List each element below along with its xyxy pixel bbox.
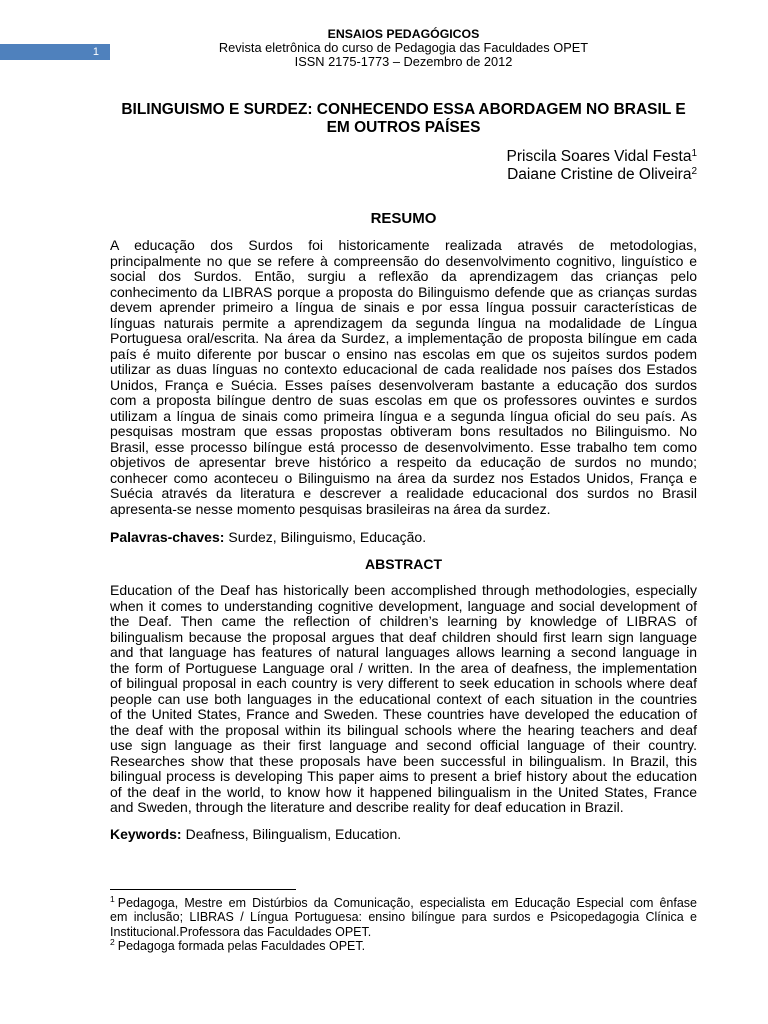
abstract-line: and Sweden, through the literature and describe reality for deaf education in Brazil. xyxy=(110,799,624,816)
resumo-line: A educação dos Surdos foi historicamente realizada através de metodologias, xyxy=(110,237,697,254)
footnote-separator xyxy=(110,889,296,890)
palavras-chave-label: Palavras-chaves: xyxy=(110,529,225,545)
title-line: BILINGUISMO E SURDEZ: CONHECENDO ESSA ABORDAGEM NO BRASIL E xyxy=(121,101,686,118)
footnote-mark: 1 xyxy=(110,893,115,904)
page-number-tab xyxy=(0,44,110,60)
keywords-label: Keywords: xyxy=(110,826,182,842)
resumo-line: utilizam a língua de sinais como primeira língua e a segunda língua oficial do seu país. As xyxy=(110,407,697,424)
abstract-line: the deaf with the proposal within its bilingual schools where the hearing teachers and deaf xyxy=(110,721,697,738)
article-title xyxy=(110,101,697,137)
title-line: EM OUTROS PAÍSES xyxy=(326,119,481,136)
abstract-line: and that language has features of natural languages allows learning a second language in xyxy=(110,644,697,661)
resumo-line: país é muito diferente por buscar o ensino nas escolas em que os sujeitos surdos podem xyxy=(110,345,697,362)
abstract-line: of the deaf in the world, to know how it happened bilingualism in the United States, France xyxy=(110,783,697,800)
footnote-line: Institucional.Professora das Faculdades OPET. xyxy=(110,924,372,939)
keywords xyxy=(110,826,697,842)
footnotes xyxy=(110,893,697,954)
resumo-line: devem aprender primeiro a língua de sinais e por essa língua possuir características de xyxy=(110,299,697,316)
resumo-line: Suécia através da literatura e descrever a realidade educacional dos surdos no Brasil xyxy=(110,485,697,502)
keywords-value: Deafness, Bilingualism, Education. xyxy=(185,826,402,842)
author-name: Priscila Soares Vidal Festa xyxy=(506,148,692,165)
abstract-line: bilingualism because the proposal argues that deaf children should first learn sign language xyxy=(110,628,697,645)
author-footnote-mark: 1 xyxy=(691,147,697,159)
abstract-line: of the United States, France and Sweden. These countries have developed the education of xyxy=(110,706,697,723)
resumo-line: apresenta-se nesse momento pesquisas brasileiras na área da surdez. xyxy=(110,500,551,517)
author-footnote-mark: 2 xyxy=(691,165,697,177)
author xyxy=(110,166,697,184)
resumo-line: utilizar as duas línguas no contexto educacional de cada realidade nos países dos Estados xyxy=(110,361,697,378)
resumo-line: línguas naturais permite a aprendizagem da segunda língua na modalidade de Língua xyxy=(110,314,697,331)
resumo-line: com a proposta bilíngue dentro de suas escolas em que os professores ouvintes e surdos xyxy=(110,392,697,409)
resumo-line: conhecimento da LIBRAS porque a proposta do Bilinguismo defende que as crianças surdas xyxy=(110,283,697,300)
footnote-line xyxy=(110,893,697,911)
resumo-paragraph xyxy=(110,238,697,517)
resumo-line: conhecer como aconteceu o Bilinguismo na área da surdez nos Estados Unidos, França e xyxy=(110,469,697,486)
page-number: 1 xyxy=(92,46,99,58)
resumo-heading: RESUMO xyxy=(370,210,437,227)
palavras-chave xyxy=(110,529,697,545)
footnote xyxy=(110,939,697,954)
abstract-line: use sign language as their first language and second official language of their country. xyxy=(110,737,697,754)
footnote-line: em inclusão; LIBRAS / Língua Portuguesa: ensino bilíngue para surdos e Psicopedagogia Clínica e xyxy=(110,910,697,925)
resumo-line: Portuguesa oral/escrita. Na área da Surdez, a implementação de proposta bilíngue em cada xyxy=(110,330,697,347)
abstract-line: of bilingual proposal in each country is very different to seek education in schools where deaf xyxy=(110,675,697,692)
journal-subtitle: Revista eletrônica do curso de Pedagogia das Faculdades OPET xyxy=(218,40,589,55)
abstract-line: Researches show that these proposals have been successful in bilingualism. In Brazil, this xyxy=(110,752,697,769)
journal-name: ENSAIOS PEDAGÓGICOS xyxy=(327,27,480,41)
author xyxy=(110,148,697,166)
palavras-chave-value: Surdez, Bilinguismo, Educação. xyxy=(228,529,427,545)
abstract-heading: ABSTRACT xyxy=(365,556,442,572)
abstract-line: the Deaf. Then came the reflection of children’s learning by knowledge of LIBRAS of xyxy=(110,613,697,630)
author-list xyxy=(110,148,697,184)
abstract-line: when it comes to understanding cognitive development, language and social development of xyxy=(110,597,697,614)
author-name: Daiane Cristine de Oliveira xyxy=(507,166,692,183)
abstract-line: the form of Portuguese Language oral / written. In the area of deafness, the implementation xyxy=(110,659,697,676)
footnote xyxy=(110,893,697,940)
footnote-text: Pedagoga, Mestre em Distúrbios da Comunicação, especialista em Educação Especial com ênfase xyxy=(117,895,697,910)
journal-issn: ISSN 2175-1773 – Dezembro de 2012 xyxy=(294,54,513,69)
resumo-line: pesquisas mostram que essas propostas obtiveram bons resultados no Bilinguismo. No xyxy=(110,423,697,440)
abstract-line: bilingual process is developing This paper aims to present a brief history about the education xyxy=(110,768,697,785)
resumo-line: social dos Surdos. Então, surgiu a reflexão da aprendizagem das crianças pelo xyxy=(110,268,697,285)
footnote-line xyxy=(110,939,697,954)
journal-header xyxy=(110,27,697,69)
abstract-line: Education of the Deaf has historically been accomplished through methodologies, especially xyxy=(110,582,697,599)
resumo-line: Brasil, esse processo bilíngue está processo de desenvolvimento. Esse trabalho tem como xyxy=(110,438,697,455)
abstract-line: people can use both languages in the educational context of each situation in the countries xyxy=(110,690,697,707)
resumo-line: objetivos de apresentar breve histórico a respeito da educação de surdos no mundo; xyxy=(110,454,697,471)
footnote-text: Pedagoga formada pelas Faculdades OPET. xyxy=(117,939,366,954)
resumo-line: Unidos, França e Suécia. Esses países desenvolveram bastante a educação dos surdos xyxy=(110,376,697,393)
abstract-paragraph xyxy=(110,583,697,816)
resumo-line: principalmente no que se refere à compreensão do desenvolvimento cognitivo, linguístico e xyxy=(110,252,697,269)
footnote-mark: 2 xyxy=(110,937,115,948)
